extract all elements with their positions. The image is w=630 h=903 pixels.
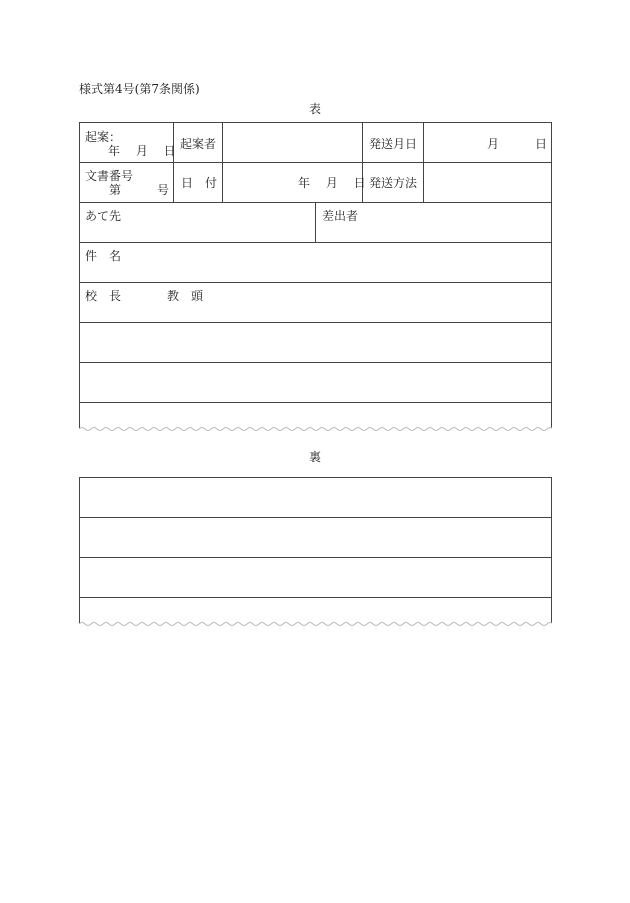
sashidashinin-label: 差出者 <box>322 209 359 223</box>
gou-label: 号 <box>157 183 170 197</box>
blank-row[interactable] <box>80 598 551 621</box>
blank-row[interactable] <box>80 478 551 517</box>
kiansha-label: 起案者 <box>180 137 217 151</box>
kyoutou-label: 教 頭 <box>167 289 204 303</box>
dai-label: 第 <box>109 183 122 197</box>
kian-label: 起案： <box>85 130 122 144</box>
hizuke-label: 日 付 <box>181 176 218 190</box>
kouchou-label: 校 長 <box>85 289 122 303</box>
front-title: 表 <box>308 102 321 116</box>
hassou-month: 月 <box>487 137 500 151</box>
torn-edge-back <box>79 621 552 627</box>
hassou-tsukihi-label: 発送月日 <box>369 137 418 151</box>
hassou-houhou-label: 発送方法 <box>369 176 418 190</box>
bunsho-bangou-label: 文書番号 <box>85 169 134 183</box>
hizuke-date: 年 月 日 <box>298 176 366 190</box>
blank-row[interactable] <box>80 518 551 557</box>
form-caption: 様式第4号(第7条関係) <box>79 82 200 96</box>
kian-date: 年 月 日 <box>108 144 176 158</box>
blank-row[interactable] <box>80 558 551 597</box>
atesaki-label: あて先 <box>85 209 122 223</box>
kenmei-label: 件 名 <box>85 249 122 263</box>
hassou-day: 日 <box>535 137 548 151</box>
back-title: 裏 <box>308 450 321 464</box>
